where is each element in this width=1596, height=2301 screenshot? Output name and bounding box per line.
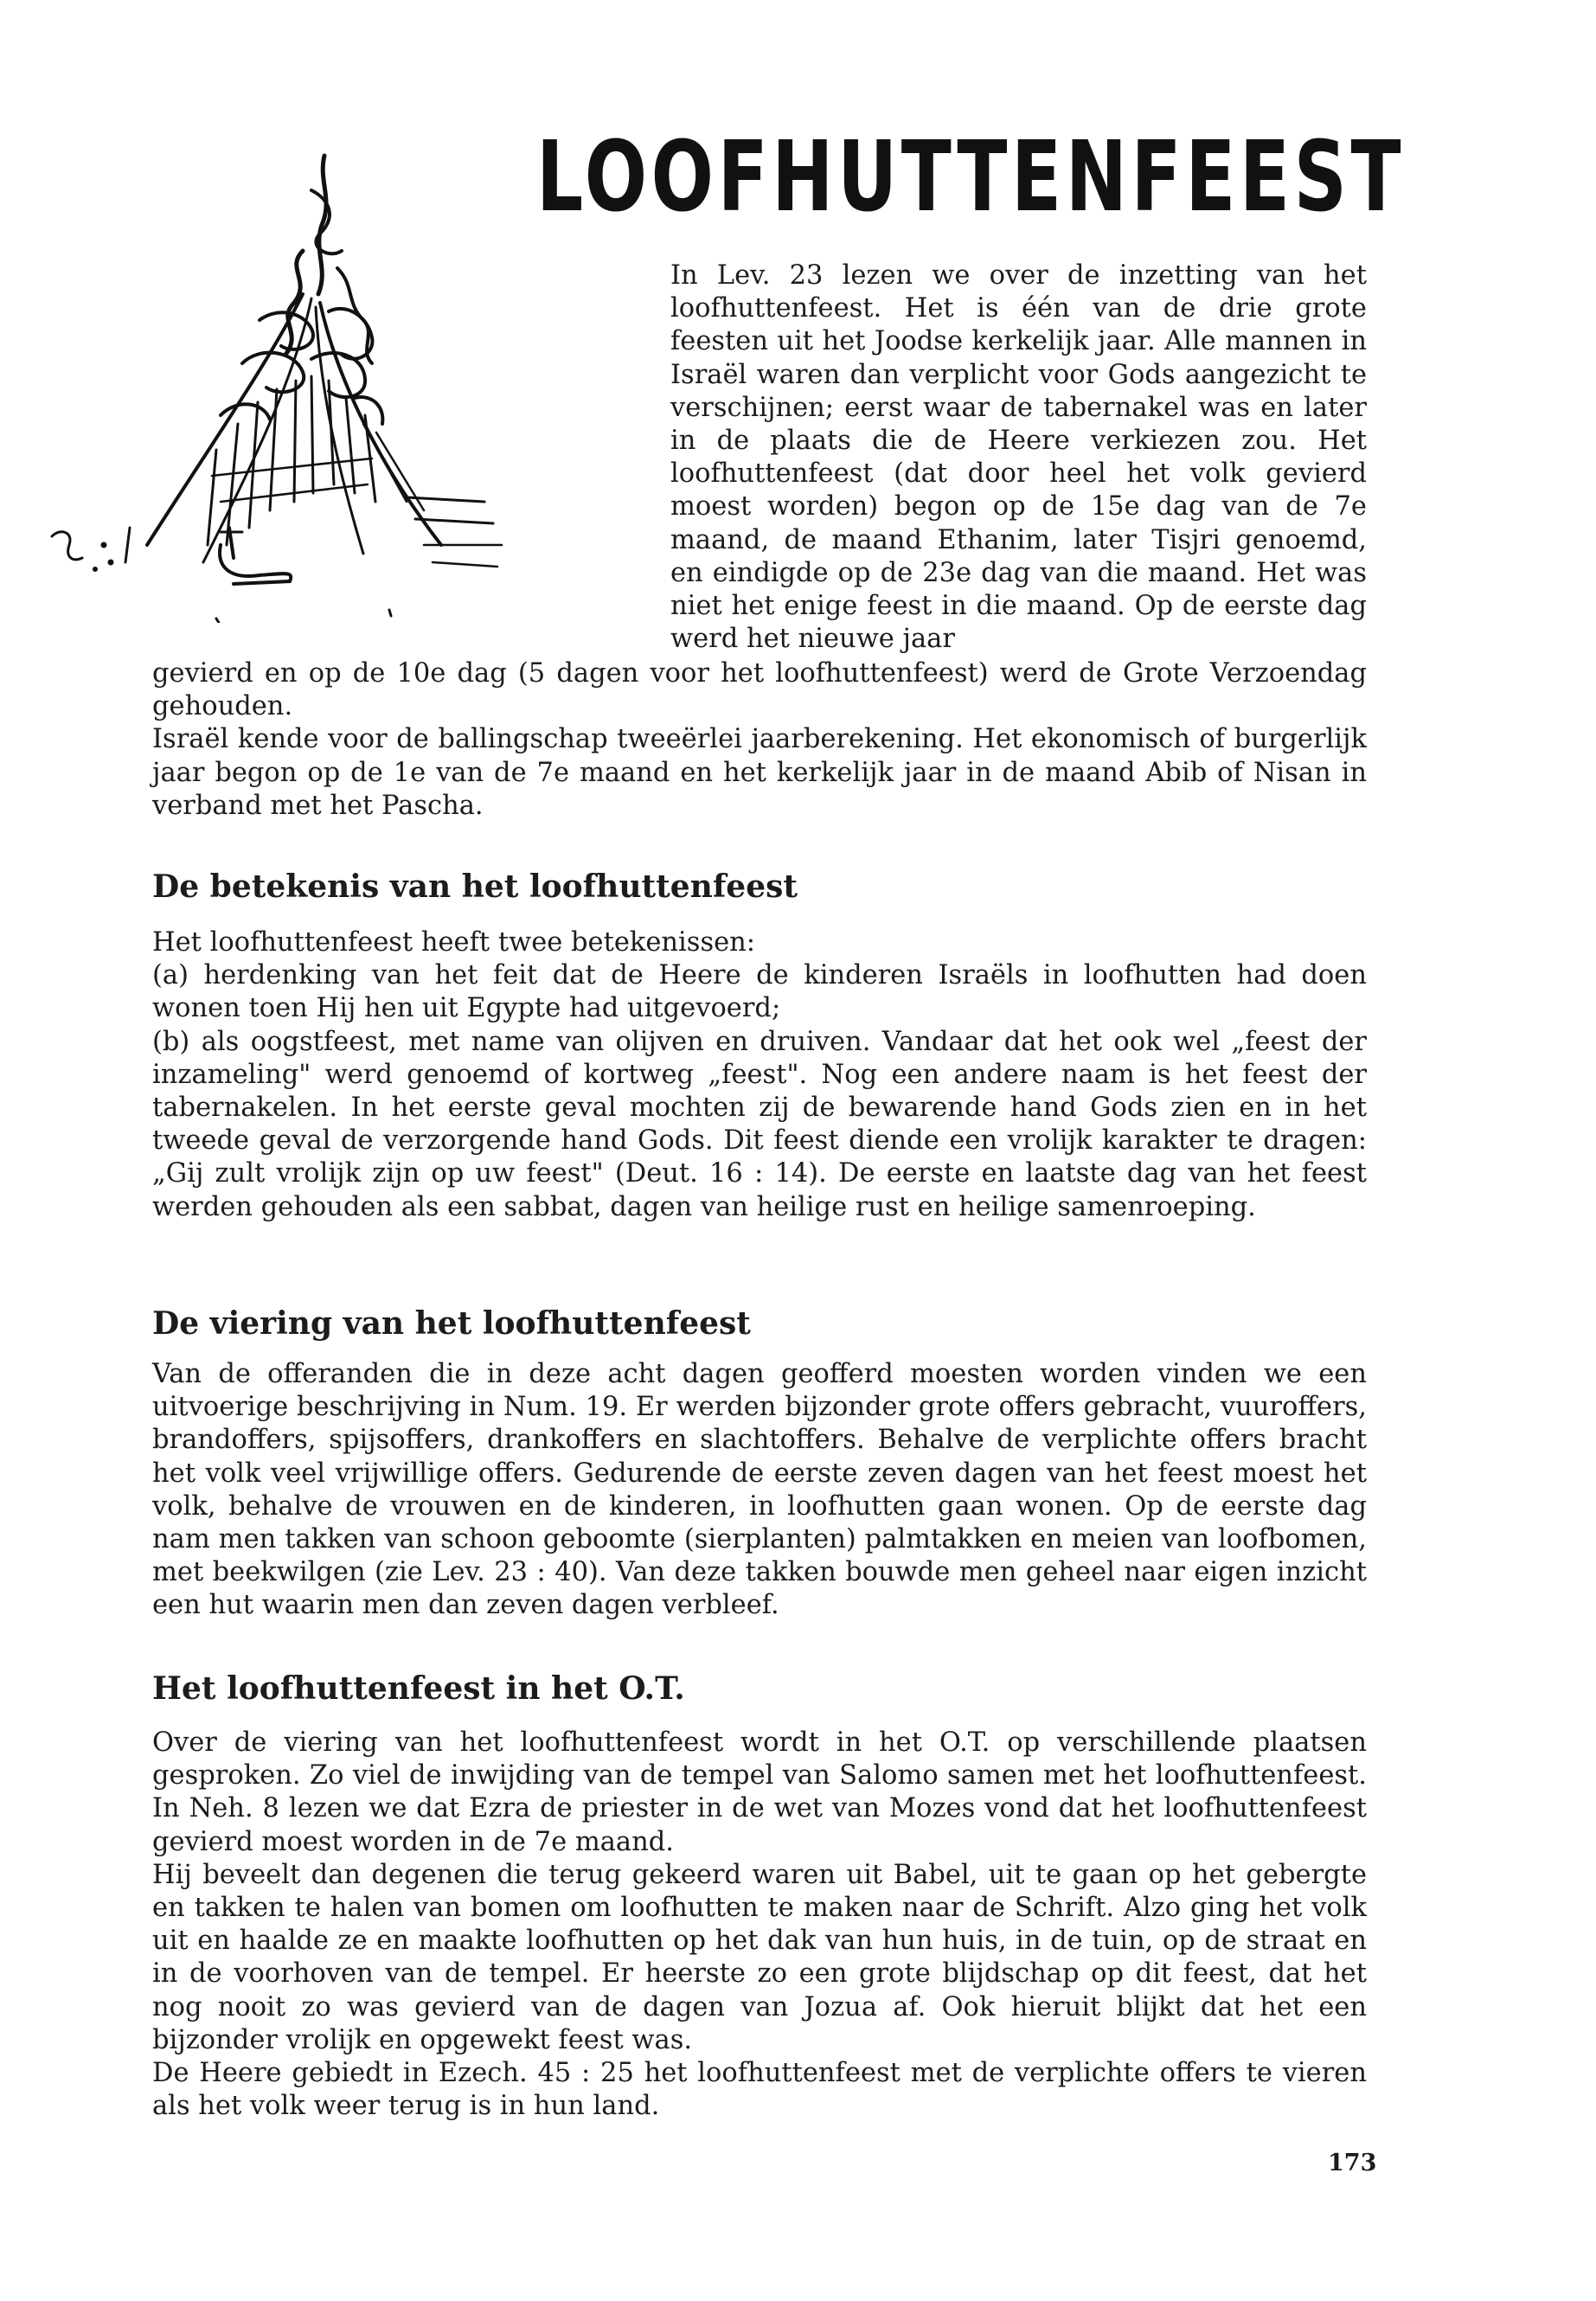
section-ot-body bbox=[152, 1727, 1367, 2123]
section-betekenis-item-a: (a) herdenking van het feit dat de Heere de kinderen Israëls in loofhutten had doen wonen toen Hij hen uit Egypte had uitgevoerd; bbox=[152, 960, 1367, 1024]
loofhut-sketch-icon bbox=[43, 138, 528, 623]
intro-continuation: gevierd en op de 10e dag (5 dagen voor het loofhuttenfeest) werd de Grote Verzoendag gehouden. bbox=[152, 658, 1367, 722]
page-number: 173 bbox=[1328, 2150, 1377, 2176]
section-ot-p3: De Heere gebiedt in Ezech. 45 : 25 het loofhuttenfeest met de verplichte offers te vieren als het volk weer terug is in hun land. bbox=[152, 2058, 1367, 2122]
section-viering-text: Van de offeranden die in deze acht dagen geofferd moesten worden vinden we een uitvoerige beschrijving in Num. 19. Er werden bijzonder grote offers gebracht, vuuroffers, brandoffers, spijsoffers, drankoffers en slachtoffers. Behalve de verplichte offers bracht het volk veel vrijwillige offers. Gedurende de eerste zeven dagen van het feest moest het volk, behalve de vrouwen en de kinderen, in loofhutten gaan wonen. Op de eerste dag nam men takken van schoon geboomte (sierplanten) palmtakken en meien van loofbomen, met beekwilgen (zie Lev. 23 : 40). Van deze takken bouwde men geheel naar eigen inzicht een hut waarin men dan zeven dagen verbleef. bbox=[152, 1359, 1367, 1621]
section-ot-p1: Over de viering van het loofhuttenfeest wordt in het O.T. op verschillende plaatsen gesproken. Zo viel de inwijding van de tempel van Salomo samen met het loofhuttenfeest. In Neh. 8 lezen we dat Ezra de priester in de wet van Mozes vond dat het loofhuttenfeest gevierd moest worden in de 7e maand. bbox=[152, 1727, 1367, 1857]
intro-paragraph-2: Israël kende voor de ballingschap tweeërlei jaarberekening. Het ekonomisch of burgerlijk jaar begon op de 1e van de 7e maand en het kerkelijk jaar in de maand Abib of Nisan in verband met het Pascha. bbox=[152, 724, 1367, 821]
section-heading-viering: De viering van het loofhuttenfeest bbox=[152, 1305, 751, 1342]
section-betekenis-body bbox=[152, 926, 1367, 1224]
section-heading-ot: Het loofhuttenfeest in het O.T. bbox=[152, 1670, 685, 1707]
section-viering-body bbox=[152, 1358, 1367, 1623]
intro-continuation-block bbox=[152, 657, 1367, 823]
section-ot-p2: Hij beveelt dan degenen die terug gekeerd waren uit Babel, uit te gaan op het gebergte en takken te halen van bomen om loofhutten te maken naar de Schrift. Alzo ging het volk uit en haalde ze en maakte loofhutten op het dak van hun huis, in de tuin, op de straat en in de voorhoven van de tempel. Er heerste zo een grote blijdschap op dit feest, dat het nog nooit zo was gevierd van de dagen van Jozua af. Ook hieruit blijkt dat het een bijzonder vrolijk en opgewekt feest was. bbox=[152, 1859, 1367, 2055]
section-betekenis-lead: Het loofhuttenfeest heeft twee betekenissen: bbox=[152, 927, 756, 958]
intro-paragraph: In Lev. 23 lezen we over de inzetting van het loofhuttenfeest. Het is één van de drie grote feesten uit het Joodse kerkelijk jaar. Alle mannen in Israël waren dan verplicht voor Gods aangezicht te verschijnen; eerst waar de tabernakel was en later in de plaats die de Heere verkiezen zou. Het loofhuttenfeest (dat door heel het volk gevierd moest worden) begon op de 15e dag van de 7e maand, de maand Ethanim, later Tisjri genoemd, en eindigde op de 23e dag van die maand. Het was niet het enige feest in die maand. Op de eerste dag werd het nieuwe jaar bbox=[670, 260, 1367, 655]
section-betekenis-item-b: (b) als oogstfeest, met name van olijven en druiven. Vandaar dat het ook wel „feest der inzameling" werd genoemd of kortweg „feest". Nog een andere naam is het feest der tabernakelen. In het eerste geval mochten zij de bewarende hand Gods zien en in het tweede geval de verzorgende hand Gods. Dit feest diende een vrolijk karakter te dragen: „Gij zult vrolijk zijn op uw feest" (Deut. 16 : 14). De eerste en laatste dag van het feest werden gehouden als een sabbat, dagen van heilige rust en heilige samenroeping. bbox=[152, 1026, 1367, 1222]
page-title: LOOFHUTTENFEEST bbox=[536, 121, 1406, 234]
section-heading-betekenis: De betekenis van het loofhuttenfeest bbox=[152, 868, 798, 905]
